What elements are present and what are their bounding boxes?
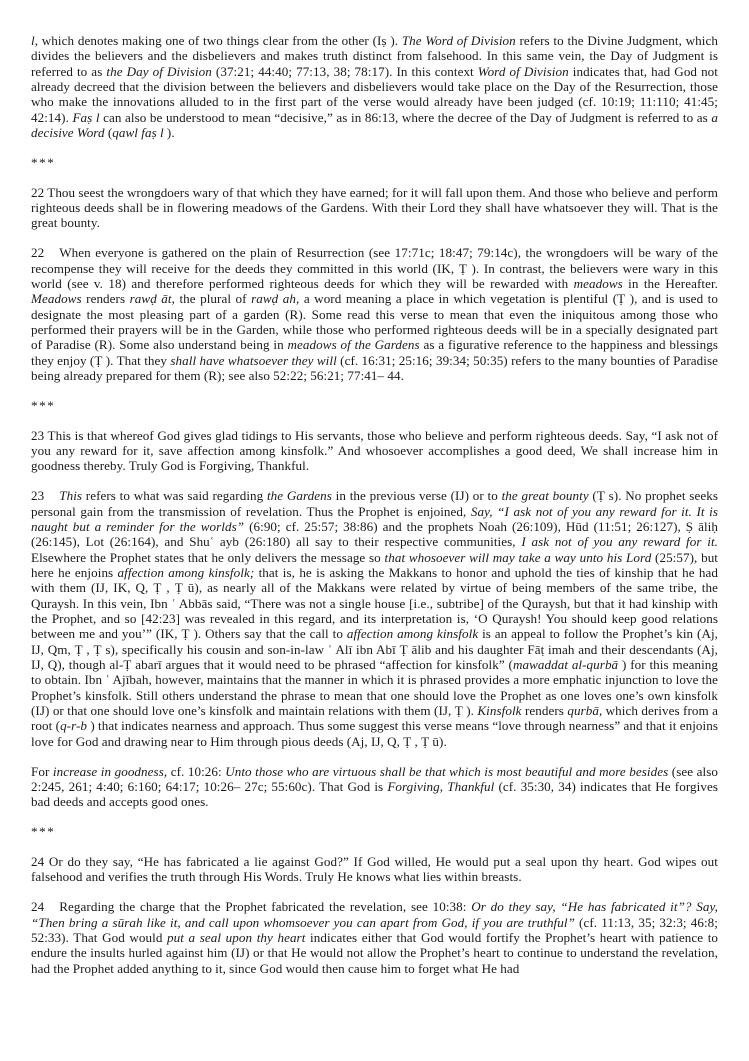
text-run: renders [81, 291, 130, 307]
italic-run: increase in goodness, [52, 763, 168, 779]
italic-run: rawḍ ah, [251, 291, 300, 307]
section-separator [31, 155, 718, 170]
italic-run: Faṣ l [72, 109, 100, 125]
italic-run: the Gardens [266, 488, 332, 504]
text-run: ) that indicates nearness and approach. Thus some suggest this verse means “love through nearness” and that it enjoins love for God and drawing near to Him through pious deeds (Aj, IJ, Q, Ṭ , Ṭ ū). [31, 718, 718, 749]
text-run: refers to what was said regarding [82, 488, 267, 504]
verse-paragraph [31, 428, 718, 474]
text-run: Elsewhere the Prophet states that he only delivers the message so [31, 549, 385, 565]
italic-run: rawḍ āt, [129, 291, 175, 307]
italic-run: Kinsfolk [477, 703, 522, 719]
text-run: For [31, 763, 53, 779]
text-run: 23 This is that whereof God gives glad tidings to His servants, those who believe and perform righteous deeds. Say, “I ask not of you any reward for it, save affection among kinsfolk.” And whosoever accomplishes a good deed, We shall increase him in goodness thereby. Truly God is Forgiving, Thankful. [31, 427, 718, 474]
commentary-paragraph [31, 33, 718, 140]
italic-run: Forgiving, Thankful [387, 778, 495, 794]
italic-run: l [31, 33, 35, 48]
text-run: Regarding the charge that the Prophet fabricated the revelation, see 10:38: [59, 899, 472, 915]
text-run: that is, he is asking the Makkans to honor and uphold the ties of kinship that he had with them (IJ, IK, Q, Ṭ , Ṭ ū), as nearly all of the Makkans were related by virtue of being members of the same tribe, the Quraysh. In this vein, Ibn ʿ Abbās said, “There was not a single house [i.e., subtribe] of the Quraysh, but that it had kinship with the Prophet, and so [42:23] was revealed in this regard, and its interpretation is, ‘O Quraysh! You should keep good relations between me and you’” (IK, Ṭ ). Others say that the call to [31, 564, 719, 642]
italic-run: mawaddat al-qurbā [512, 657, 619, 673]
italic-run: q-r-b [60, 718, 88, 734]
italic-run: I ask not of you any reward for it. [521, 534, 718, 550]
text-run: in the Hereafter. [622, 275, 719, 291]
text-run: refers to the Divine Judgment, which divides the believers and the disbelievers and makes truth distinct from falsehood. In this same vein, the Day of Judgment is referred to as [31, 33, 718, 79]
verse-paragraph [31, 185, 718, 231]
italic-run: Word of Division [477, 63, 569, 79]
verse-paragraph [31, 854, 718, 885]
italic-run: the great bounty [501, 488, 589, 504]
text-run: ) for this meaning to obtain. Ibn ʿ Ajībah, however, maintains that the manner in which it is phrased provides a more emphatic injunction to love the Prophet’s kinsfolk. Still others understand the phrase to mean that one should love the Prophet as one loves one’s own kinsfolk (IJ) or that one should love one’s kinsfolk and maintain relations with them (IJ, Ṭ ). [31, 657, 718, 719]
text-run: (37:21; 44:40; 77:13, 38; 78:17). In this context [211, 63, 478, 79]
text-run: renders [521, 703, 568, 719]
text-run: (Ṭ s). No prophet seeks personal gain from the transmission of revelation. Thus the Prophet is enjoined, [31, 488, 718, 519]
text-run: (cf. 11:13, 35; 32:3; 46:8; 52:33). That God would [31, 914, 718, 945]
commentary-verse-number: 22 [31, 245, 45, 261]
commentary-verse-number: 23 [31, 488, 45, 504]
text-run: indicates that, had God not already decreed that the division between the believers and disbelievers would take place on the Day of the Resurrection, those who make the innovations alluded to in the first part of the verse would already have been judged (cf. 10:19; 11:110; 41:45; 42:14). [31, 63, 718, 125]
italic-run: Or do they say, “He has fabricated it”? Say, “Then bring a sūrah like it, and call upon whomsoever you can apart from God, if you are truthful” [31, 899, 718, 930]
text-run: indicates either that God would fortify the Prophet’s heart with patience to endure the insults hurled against him (IJ) or that He would not allow the Prophet’s heart to continue to understand the revelation, had the Prophet added anything to it, since God would then cause him to forget what He had [31, 929, 719, 976]
text-run: cf. 10:26: [167, 763, 226, 779]
text-run: 24 Or do they say, “He has fabricated a lie against God?” If God willed, He would put a seal upon thy heart. God wipes out falsehood and verifies the truth through His Words. Truly He knows what lies within breasts. [31, 853, 718, 885]
italic-run: put a seal upon thy heart [167, 929, 306, 945]
commentary-paragraph [31, 488, 718, 749]
text-run: in the previous verse (IJ) or to [331, 488, 502, 504]
italic-run: the Day of Division [106, 63, 212, 79]
text-run: can also be understood to mean “decisive,” as in 86:13, where the decree of the Day of Judgment is referred to as [99, 109, 712, 125]
text-run: *** [31, 154, 56, 170]
italic-run: qurbā, [567, 703, 603, 719]
text-run: (cf. 35:30, 34) indicates that He forgives bad deeds and accepts good ones. [31, 778, 718, 810]
text-run: (see also 2:245, 261; 4:40; 6:160; 64:17; 10:26– 27c; 55:60c). That God is [31, 763, 718, 794]
commentary-paragraph [31, 764, 718, 810]
commentary-verse-number: 24 [31, 899, 45, 915]
text-run: *** [31, 824, 56, 840]
italic-run: Meadows [31, 291, 82, 307]
text-run: which derives from a root ( [31, 703, 718, 734]
text-run: as a figurative reference to the happiness and blessings they enjoy (Ṭ ). That they [31, 337, 718, 368]
italic-run: shall have whatsoever they will [170, 352, 337, 368]
text-run: When everyone is gathered on the plain of Resurrection (see 17:71c; 18:47; 79:14c), the wrongdoers will be wary of the recompense they will receive for the deeds they committed in this world (IK, Ṭ ). In contrast, the believers were wary in this world (see v. 18) and therefore performed righteous deeds for which they will be rewarded with [31, 245, 718, 291]
italic-run: qawl faṣ l [112, 125, 164, 141]
text-run: (cf. 16:31; 25:16; 39:34; 50:35) refers to the many bounties of Paradise being already prepared for them (R); see also 52:22; 56:21; 77:41– 44. [31, 352, 718, 384]
italic-run: a decisive Word [31, 109, 718, 141]
italic-run: that whosoever will may take a way unto his Lord [384, 549, 652, 565]
section-separator [31, 824, 718, 839]
italic-run: The Word of Division [401, 33, 516, 48]
commentary-paragraph [31, 245, 718, 383]
text-run: ( [104, 125, 113, 141]
italic-run: affection among kinsfolk [346, 626, 479, 642]
italic-run: meadows of the Gardens [287, 337, 420, 353]
italic-run: Unto those who are virtuous shall be that which is most beautiful and more besides [225, 763, 669, 779]
text-run: (6:90; cf. 25:57; 38:86) and the prophets Noah (26:109), Hūd (11:51; 26:127), Ṣ āliḥ (26:145), Lot (26:164), and Shuʿ ayb (26:180) all say to their respective communities, [31, 518, 718, 550]
text-run: *** [31, 397, 56, 413]
italic-run: This [59, 488, 83, 504]
section-separator [31, 398, 718, 413]
commentary-paragraph [31, 899, 718, 976]
text-run: , which denotes making one of two things clear from the other (Iṣ ). [34, 33, 402, 48]
italic-run: affection among kinsfolk; [117, 564, 255, 580]
text-run: (25:57), but here he enjoins [31, 549, 719, 580]
italic-run: meadows [573, 275, 623, 291]
text-run: a word meaning a place in which vegetation is plentiful (Ṭ ), and is used to designate the most pleasing part of a garden (R). Some read this verse to mean that even the iniquitous among those who performed their prayers will be in the Garden, while those who performed righteous deeds will be in a specially designated part of Paradise (R). Some also understand being in [31, 291, 718, 353]
text-run: is an appeal to follow the Prophet’s kin (Aj, IJ, Qm, Ṭ , Ṭ s), specifically his cousin and son-in-law ʿ Alī ibn Abī Ṭ ālib and his daughter Fāṭ imah and their descendants (Aj, IJ, Q), though al-Ṭ abarī argues that it would need to be phrased “affection for kinsfolk” ( [31, 626, 719, 673]
text-run: the plural of [174, 291, 252, 307]
page-body [31, 33, 718, 976]
italic-run: Say, “I ask not of you any reward for it. It is naught but a reminder for the worlds” [31, 503, 718, 534]
text-run: 22 Thou seest the wrongdoers wary of that which they have earned; for it will fall upon them. And those who believe and perform righteous deeds shall be in flowering meadows of the Gardens. With their Lord they shall have whatsoever they will. That is the great bounty. [31, 184, 718, 231]
text-run: ). [163, 125, 175, 141]
